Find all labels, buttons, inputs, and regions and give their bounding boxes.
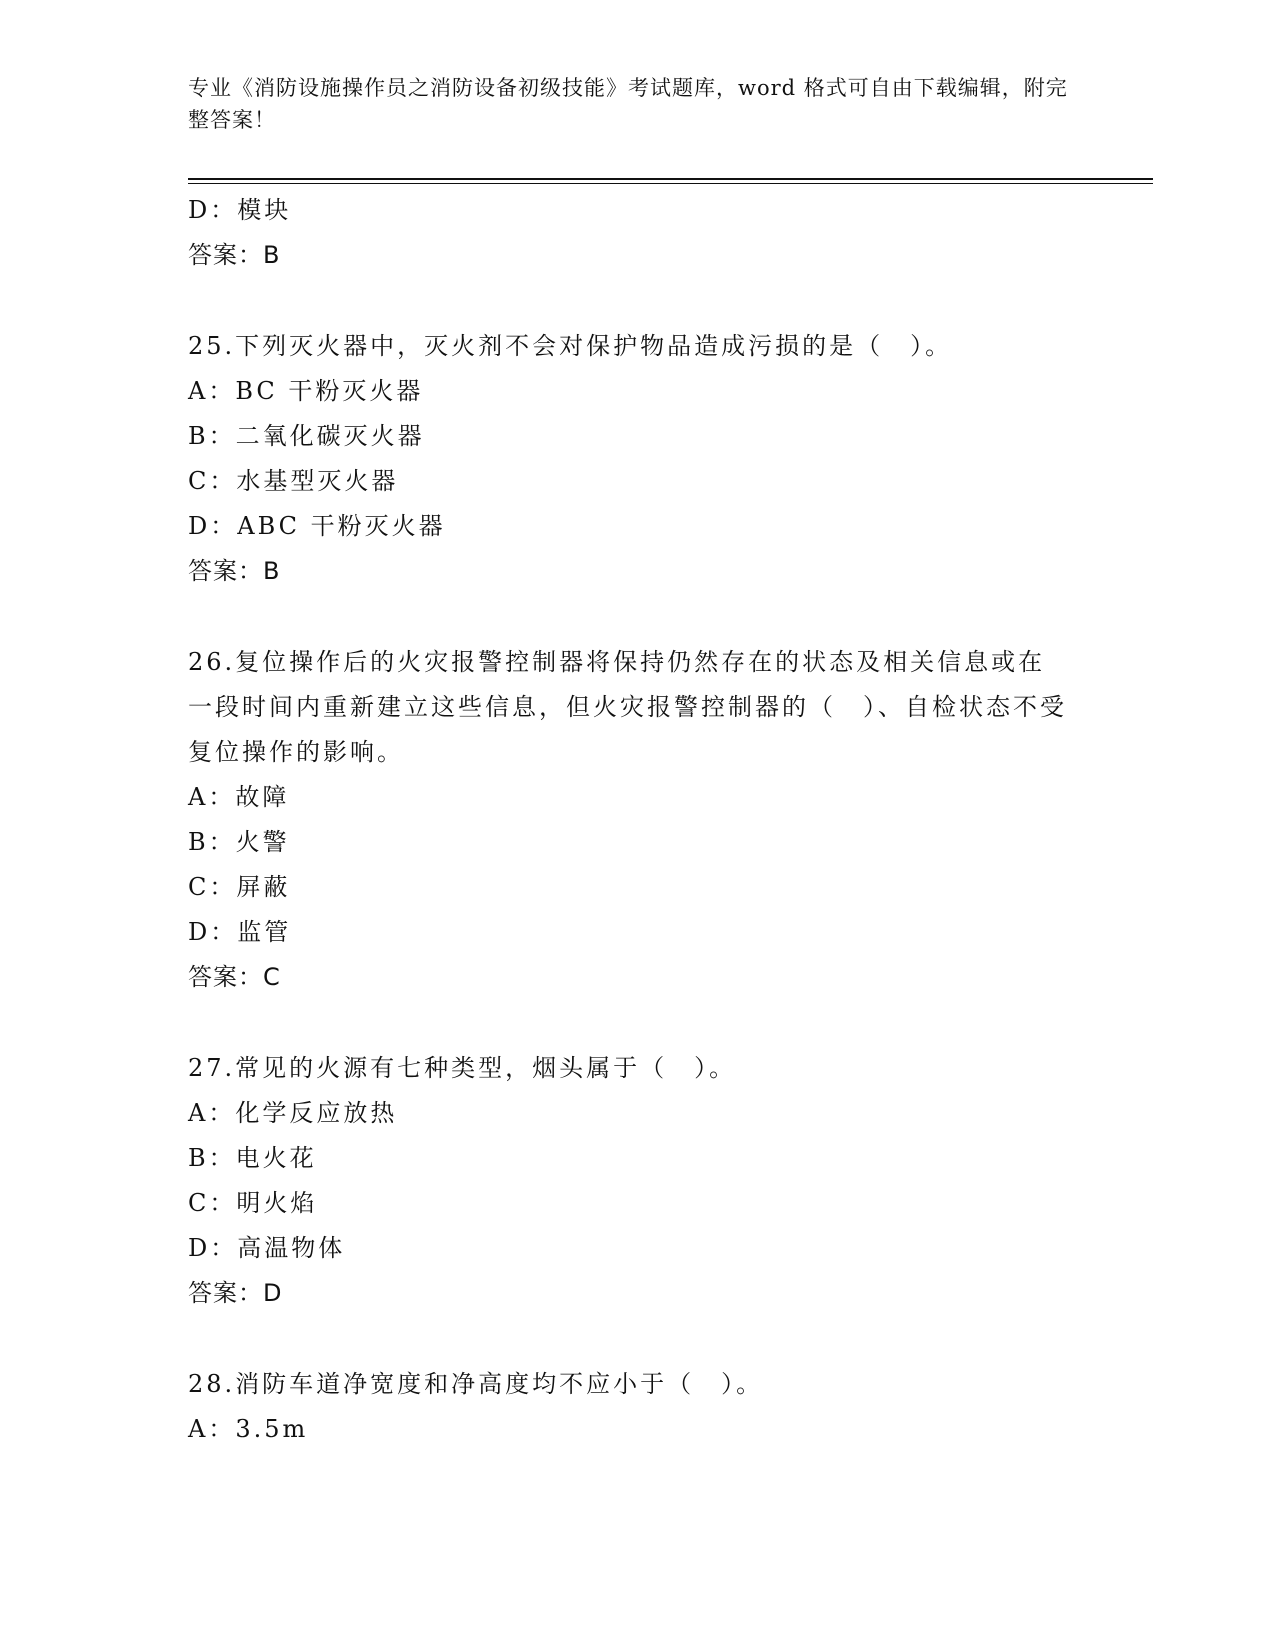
question-stem: 27.常见的火源有七种类型，烟头属于（ ）。 bbox=[188, 1054, 737, 1082]
answer-line: 答案：C bbox=[188, 963, 281, 991]
option-d: D：监管 bbox=[188, 918, 292, 946]
header-rule-thick bbox=[188, 178, 1153, 180]
question-list bbox=[188, 188, 1068, 1452]
option-b: B：二氧化碳灭火器 bbox=[188, 422, 425, 450]
question-fragment bbox=[188, 188, 1068, 278]
answer-line: 答案：B bbox=[188, 241, 281, 269]
answer-line: 答案：D bbox=[188, 1279, 283, 1307]
question-25 bbox=[188, 324, 1068, 594]
option-b: B：火警 bbox=[188, 828, 290, 856]
option-a: A：化学反应放热 bbox=[188, 1099, 398, 1127]
question-27 bbox=[188, 1046, 1068, 1316]
page-header: 专业《消防设施操作员之消防设备初级技能》考试题库，word 格式可自由下载编辑，附完整答案！ bbox=[188, 76, 1068, 132]
option-a: A：BC 干粉灭火器 bbox=[188, 377, 424, 405]
option-d: D：模块 bbox=[188, 196, 292, 224]
question-stem: 28.消防车道净宽度和净高度均不应小于（ ）。 bbox=[188, 1370, 764, 1398]
option-c: C：水基型灭火器 bbox=[188, 467, 399, 495]
option-b: B：电火花 bbox=[188, 1144, 317, 1172]
option-c: C：屏蔽 bbox=[188, 873, 291, 901]
question-stem: 26.复位操作后的火灾报警控制器将保持仍然存在的状态及相关信息或在一段时间内重新建立这些信息，但火灾报警控制器的（ ）、自检状态不受复位操作的影响。 bbox=[188, 648, 1067, 766]
question-28 bbox=[188, 1362, 1068, 1452]
option-a: A：故障 bbox=[188, 783, 290, 811]
option-d: D：高温物体 bbox=[188, 1234, 346, 1262]
question-26 bbox=[188, 640, 1068, 1000]
answer-line: 答案：B bbox=[188, 557, 281, 585]
option-d: D：ABC 干粉灭火器 bbox=[188, 512, 446, 540]
question-stem: 25.下列灭火器中，灭火剂不会对保护物品造成污损的是（ ）。 bbox=[188, 332, 953, 360]
option-c: C：明火焰 bbox=[188, 1189, 318, 1217]
option-a: A：3.5m bbox=[188, 1415, 309, 1443]
header-rule-thin bbox=[188, 183, 1153, 184]
